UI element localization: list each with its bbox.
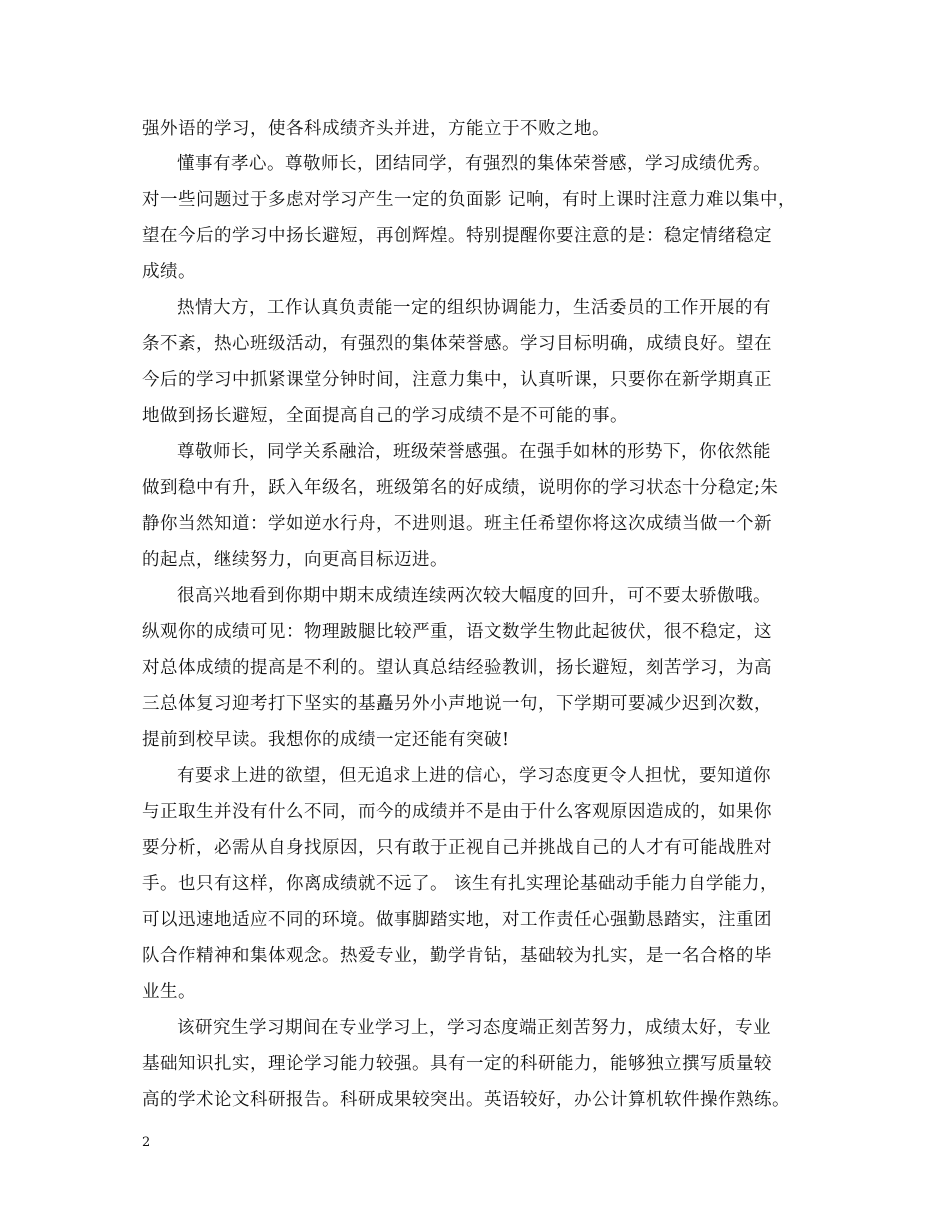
text-line: 基础知识扎实，理论学习能力较强。具有一定的科研能力，能够独立撰写质量较 (142, 1054, 772, 1074)
text-line: 有要求上进的欲望，但无追求上进的信心，学习态度更令人担忧，要知道你 (177, 766, 771, 786)
text-line: 该研究生学习期间在专业学习上，学习态度端正刻苦努力，成绩太好，专业 (177, 1018, 771, 1038)
text-line: 懂事有孝心。尊敬师长，团结同学，有强烈的集体荣誉感，学习成绩优秀。 (177, 154, 771, 174)
text-line: 要分析，必需从自身找原因，只有敢于正视自己并挑战自己的人才有可能战胜对 (142, 838, 772, 858)
text-line: 对一些问题过于多虑对学习产生一定的负面影 记响，有时上课时注意力难以集中， (142, 190, 797, 210)
text-line: 与正取生并没有什么不同，而今的成绩并不是由于什么客观原因造成的，如果你 (142, 802, 772, 822)
text-line: 纵观你的成绩可见：物理跛腿比较严重，语文数学生物此起彼伏，很不稳定，这 (142, 622, 772, 642)
text-line: 提前到校早读。我想你的成绩一定还能有突破! (142, 730, 510, 750)
text-line: 对总体成绩的提高是不利的。望认真总结经验教训，扬长避短，刻苦学习，为高 (142, 658, 772, 678)
page-number: 2 (142, 1135, 151, 1150)
text-line: 望在今后的学习中扬长避短，再创辉煌。特别提醒你要注意的是：稳定情绪稳定 (142, 226, 772, 246)
text-line: 热情大方，工作认真负责能一定的组织协调能力，生活委员的工作开展的有 (177, 298, 771, 318)
text-line: 三总体复习迎考打下坚实的基矗另外小声地说一句，下学期可要减少迟到次数， (142, 694, 772, 714)
text-line: 静你当然知道：学如逆水行舟，不进则退。班主任希望你将这次成绩当做一个新 (142, 514, 772, 534)
text-line: 很高兴地看到你期中期末成绩连续两次较大幅度的回升，可不要太骄傲哦。 (177, 586, 771, 606)
text-line: 做到稳中有升，跃入年级名，班级第名的好成绩，说明你的学习状态十分稳定;朱 (142, 478, 779, 498)
text-line: 今后的学习中抓紧课堂分钟时间，注意力集中，认真听课，只要你在新学期真正 (142, 370, 772, 390)
text-line: 手。也只有这样，你离成绩就不远了。 该生有扎实理论基础动手能力自学能力， (142, 874, 779, 894)
text-line: 成绩。 (142, 262, 196, 282)
text-line: 可以迅速地适应不同的环境。做事脚踏实地，对工作责任心强勤恳踏实，注重团 (142, 910, 772, 930)
text-line: 业生。 (142, 982, 196, 1002)
text-line: 的起点，继续努力，向更高目标迈进。 (142, 550, 448, 570)
text-line: 高的学术论文科研报告。科研成果较突出。英语较好，办公计算机软件操作熟练。 (142, 1090, 790, 1110)
text-line: 强外语的学习，使各科成绩齐头并进，方能立于不败之地。 (142, 119, 610, 139)
text-line: 队合作精神和集体观念。热爱专业，勤学肯钻，基础较为扎实，是一名合格的毕 (142, 946, 772, 966)
text-line: 尊敬师长，同学关系融洽，班级荣誉感强。在强手如林的形势下，你依然能 (177, 442, 771, 462)
text-line: 条不紊，热心班级活动，有强烈的集体荣誉感。学习目标明确，成绩良好。望在 (142, 334, 772, 354)
text-line: 地做到扬长避短，全面提高自己的学习成绩不是不可能的事。 (142, 406, 628, 426)
